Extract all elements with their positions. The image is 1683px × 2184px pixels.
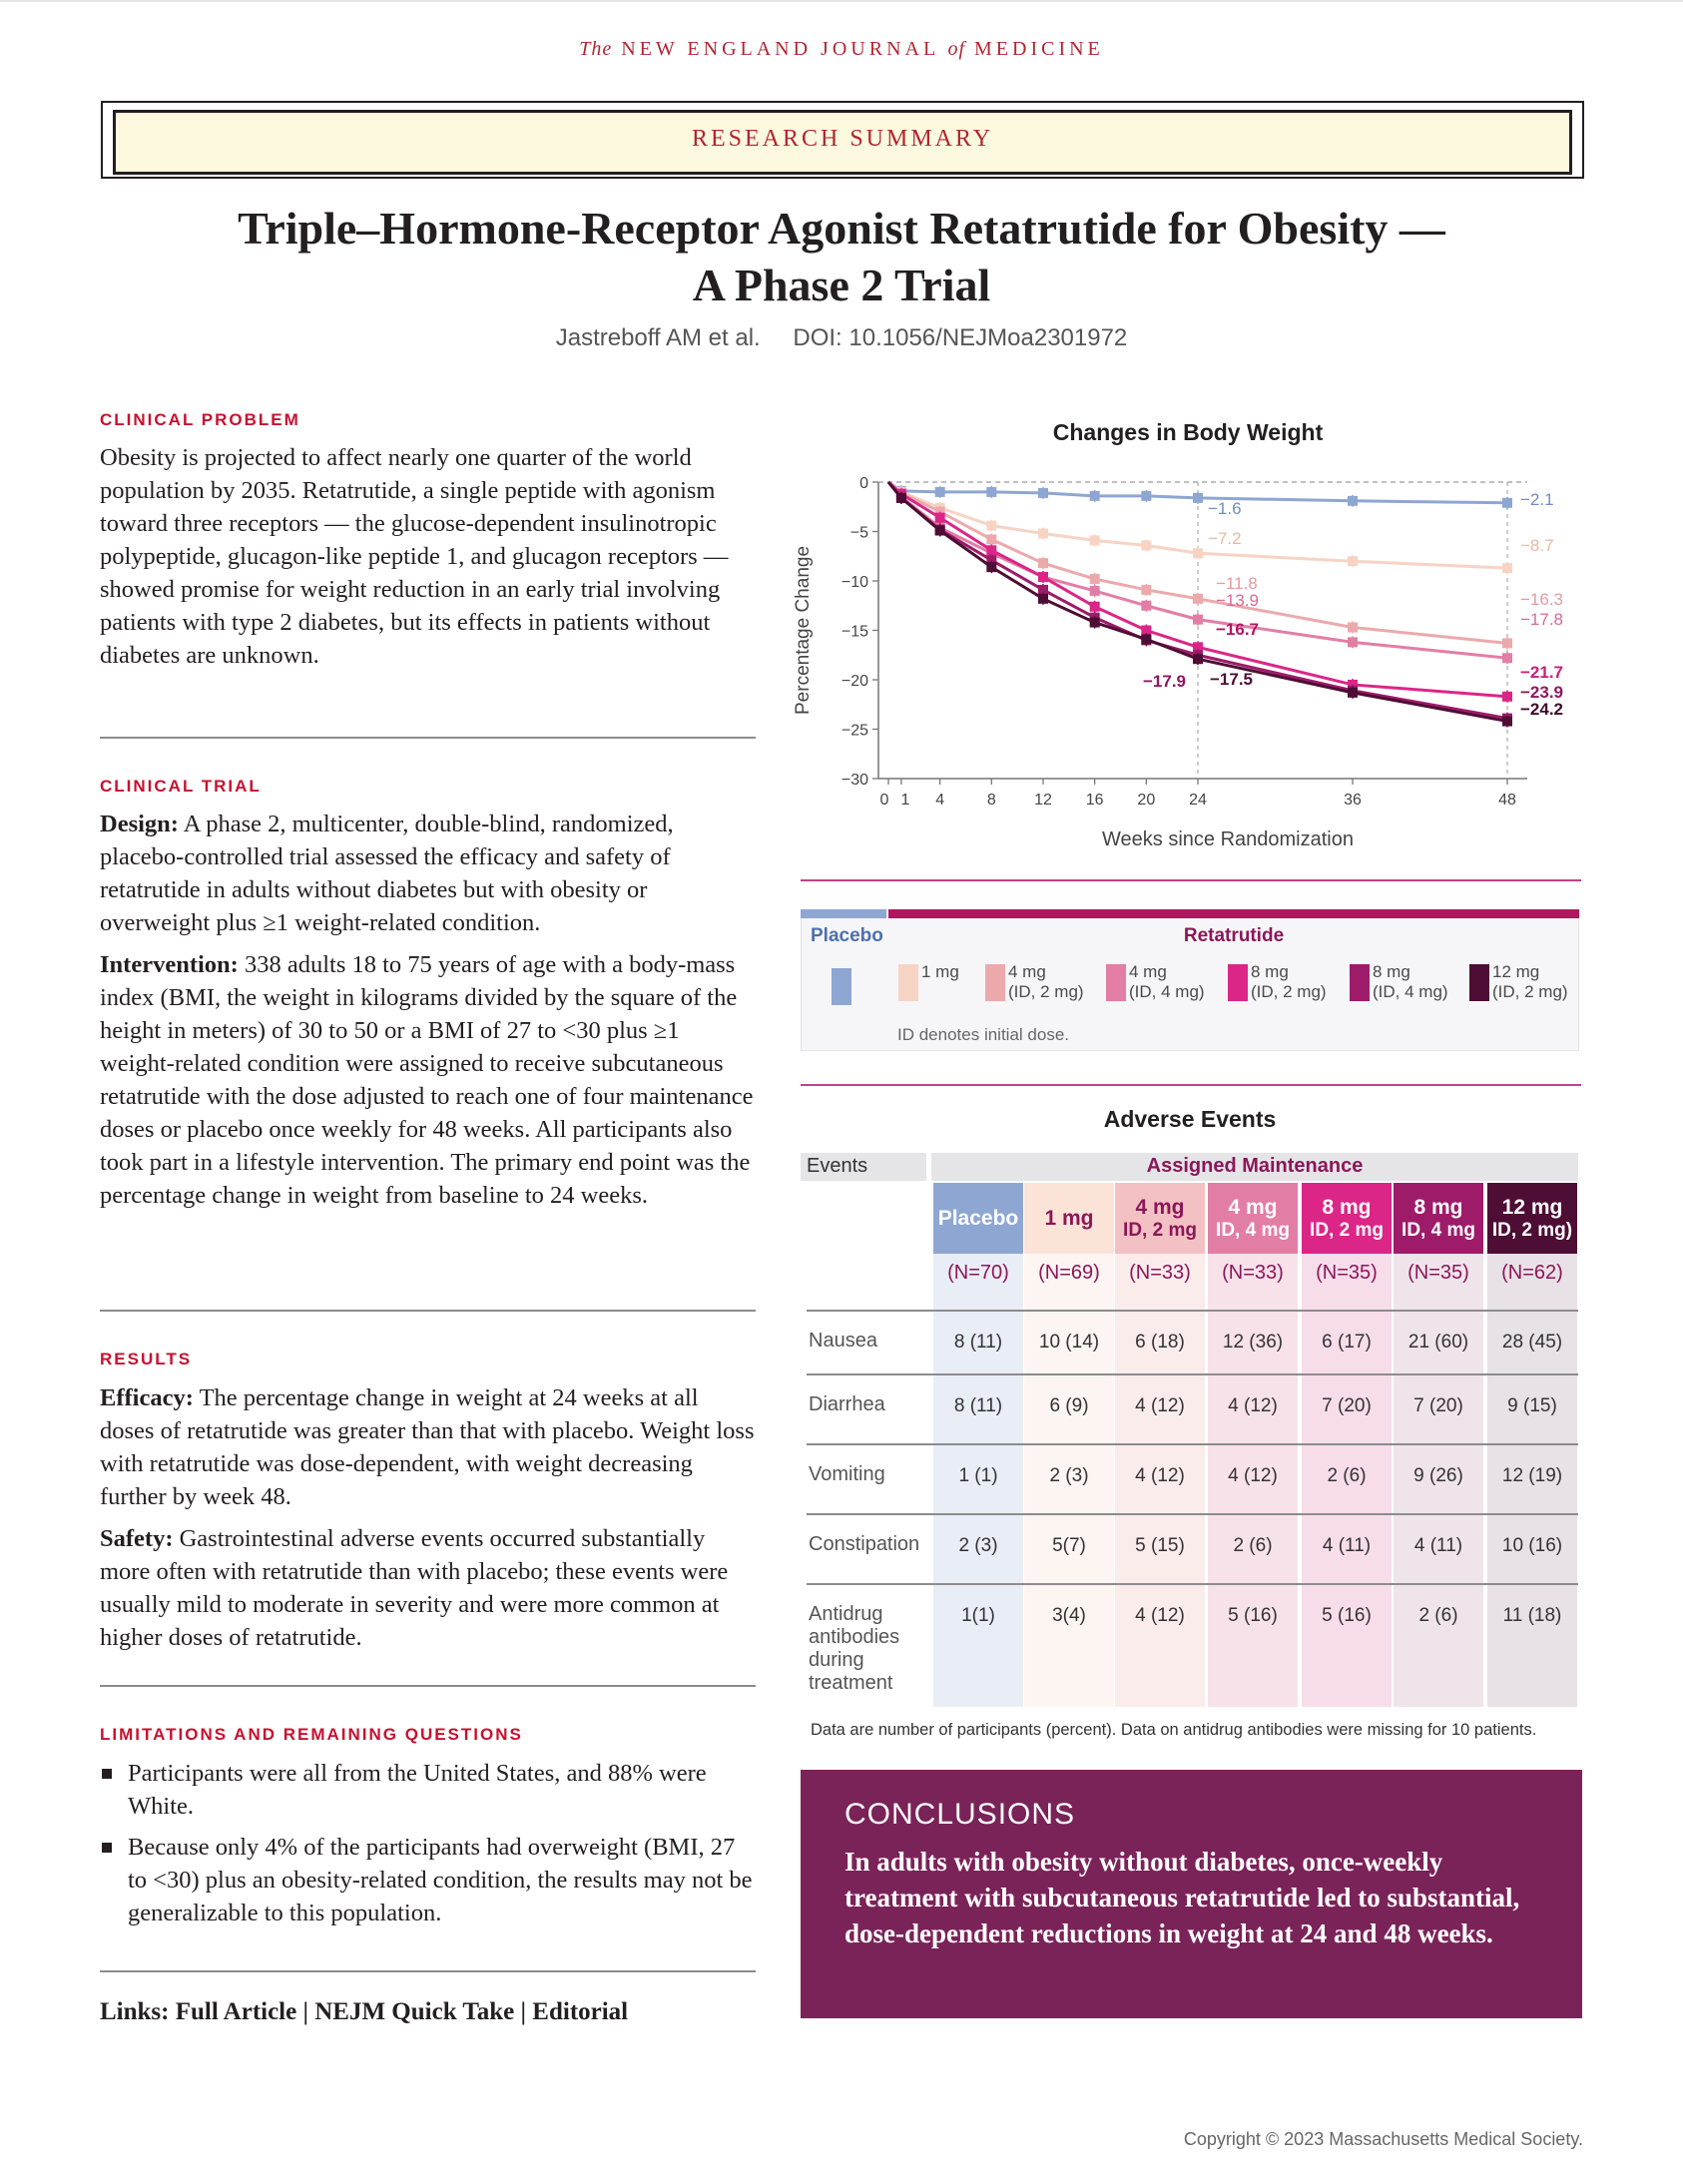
column-n: (N=35) — [1407, 1262, 1469, 1284]
authors: Jastreboff AM et al. — [555, 324, 761, 351]
table-cell: 8 (11) — [953, 1395, 1003, 1416]
table-cell: 2 (3) — [958, 1535, 998, 1556]
legend-dose: 8 mg — [1373, 962, 1410, 981]
table-cell: 2 (6) — [1418, 1605, 1458, 1626]
design-text: A phase 2, multicenter, double-blind, randomized, placebo-controlled trial assessed the efficacy and safety of retatrutide in adults without diabetes but with obesity or overweight plus ≥1 weight-related condition. — [100, 811, 674, 936]
data-point — [1038, 488, 1048, 498]
clinical-trial-heading: CLINICAL TRIAL — [100, 777, 262, 796]
table-cell: 1 (1) — [958, 1465, 998, 1486]
column-n: (N=69) — [1038, 1262, 1100, 1284]
table-cell: 2 (6) — [1327, 1465, 1367, 1486]
column-dose: 1 mg — [1044, 1207, 1094, 1230]
column-initial-dose: ID, 4 mg — [1216, 1219, 1290, 1241]
data-point — [1502, 638, 1512, 648]
journal-masthead — [0, 38, 1683, 61]
data-point — [935, 513, 945, 523]
x-tick-label: 20 — [1137, 792, 1156, 809]
data-point — [986, 521, 996, 531]
y-tick-label: −5 — [849, 524, 868, 542]
column-dose: 4 mg — [1135, 1195, 1185, 1219]
data-point — [986, 534, 996, 544]
divider — [100, 1685, 756, 1687]
divider — [801, 879, 1581, 881]
design-label: Design: — [100, 811, 179, 837]
legend-entry-label — [1129, 962, 1205, 1002]
y-axis-label: Percentage Change — [793, 545, 814, 716]
table-cell: 10 (14) — [1038, 1332, 1100, 1353]
table-cell: 9 (15) — [1507, 1395, 1557, 1416]
data-point — [1038, 594, 1048, 604]
data-label-week24: −13.9 — [1216, 591, 1260, 610]
y-tick-label: 0 — [859, 475, 868, 492]
legend-initial-dose: (ID, 4 mg) — [1373, 982, 1448, 1001]
assigned-maintenance-header: Assigned Maintenance — [931, 1153, 1578, 1181]
x-tick-label: 8 — [986, 792, 996, 809]
data-point — [1141, 585, 1151, 595]
data-label-week24: −16.7 — [1216, 620, 1260, 639]
table-cell: 4 (12) — [1135, 1395, 1185, 1416]
divider — [801, 1084, 1581, 1086]
data-label-week48: −17.8 — [1520, 610, 1564, 629]
x-tick-label: 4 — [935, 792, 945, 809]
safety-label: Safety: — [100, 1525, 174, 1552]
legend-initial-dose: (ID, 2 mg) — [1008, 982, 1084, 1001]
data-point — [1193, 615, 1203, 625]
column-initial-dose: ID, 2 mg — [1310, 1219, 1384, 1241]
intervention-paragraph — [100, 948, 759, 1212]
series-3 — [888, 482, 1512, 664]
masthead-of: of — [947, 38, 965, 60]
masthead-medicine: MEDICINE — [974, 38, 1104, 60]
table-cell: 4 (11) — [1413, 1535, 1463, 1556]
legend-entry-label — [1251, 962, 1327, 1002]
legend-swatch-placebo — [832, 968, 851, 1005]
data-point — [1141, 540, 1151, 550]
design-paragraph — [100, 808, 759, 939]
data-label-week48: −8.7 — [1520, 536, 1554, 555]
top-border — [0, 0, 1683, 2]
table-cell: 12 (19) — [1501, 1465, 1563, 1486]
efficacy-text: The percentage change in weight at 24 weeks at all doses of retatrutide was greater than that with placebo. Weight loss with retatrutide was dose-dependent, with weight decreasing further by week 48. — [100, 1384, 755, 1510]
legend-swatch — [1350, 964, 1370, 1001]
legend-initial-dose: (ID, 2 mg) — [1492, 982, 1568, 1001]
x-tick-label: 0 — [879, 792, 889, 809]
x-tick-label: 36 — [1344, 792, 1362, 809]
legend-swatch — [1228, 964, 1248, 1001]
byline — [100, 324, 1583, 352]
divider — [100, 1310, 756, 1312]
series-0 — [888, 482, 1512, 509]
doi-link[interactable]: DOI: 10.1056/NEJMoa2301972 — [793, 324, 1128, 351]
x-tick-label: 12 — [1034, 792, 1052, 809]
column-n: (N=62) — [1501, 1262, 1563, 1284]
data-label-week48: −2.1 — [1520, 490, 1554, 509]
efficacy-paragraph — [100, 1381, 759, 1513]
table-cell: 5 (16) — [1322, 1605, 1372, 1626]
column-n: (N=70) — [947, 1262, 1009, 1284]
data-point — [1141, 601, 1151, 611]
data-point — [1348, 496, 1358, 506]
row-divider — [807, 1373, 1578, 1375]
title-line-1: Triple–Hormone-Receptor Agonist Retatrutide for Obesity — — [238, 203, 1445, 254]
table-cell: 28 (45) — [1501, 1332, 1563, 1353]
data-point — [1141, 491, 1151, 501]
column-header — [1302, 1183, 1392, 1254]
legend-placebo-bar — [801, 909, 886, 918]
clinical-problem-paragraph: Obesity is projected to affect nearly one quarter of the world population by 2035. Retatrutide, a single peptide with agonism toward three receptors — the glucose-dependent insulinotropic polypeptide, glucagon-like peptide 1, and glucagon receptors — showed promise for weight reduction in an early trial involving patients with type 2 diabetes, but its effects in patients without diabetes are unknown. — [100, 444, 729, 669]
row-divider — [807, 1513, 1578, 1515]
data-point — [1090, 491, 1100, 501]
data-label-week48: −21.7 — [1520, 663, 1564, 682]
data-point — [1348, 623, 1358, 633]
x-axis-label: Weeks since Randomization — [1102, 828, 1354, 850]
table-footnote: Data are number of participants (percent). Data on antidrug antibodies were missing for 10 patients. — [811, 1721, 1537, 1739]
x-tick-label: 1 — [900, 792, 910, 809]
legend-retatrutide-label: Retatrutide — [1183, 925, 1285, 946]
conclusions-text: In adults with obesity without diabetes, once-weekly treatment with subcutaneous retatrutide led to substantial, dose-dependent reductions in weight at 24 and 48 weeks. — [844, 1847, 1520, 1948]
data-label-week24: −17.5 — [1210, 670, 1254, 689]
limitations-list — [100, 1757, 759, 1929]
table-cell: 6 (9) — [1049, 1395, 1089, 1416]
column-initial-dose: ID, 2 mg — [1123, 1219, 1197, 1241]
x-tick-label: 16 — [1085, 792, 1104, 809]
row-label: Diarrhea — [809, 1393, 885, 1415]
data-label-week48: −24.2 — [1520, 700, 1564, 719]
divider — [100, 1970, 756, 1972]
legend-dose: 4 mg — [1129, 962, 1167, 981]
table-cell: 12 (36) — [1222, 1332, 1284, 1353]
data-point — [1348, 556, 1358, 566]
weight-change-chart — [789, 454, 1587, 863]
data-point — [1193, 594, 1203, 604]
y-tick-label: −25 — [841, 722, 868, 740]
data-label-week24: −17.9 — [1142, 672, 1186, 691]
limitation-item: Participants were all from the United States, and 88% were White. — [100, 1757, 759, 1823]
table-cell: 5 (15) — [1135, 1535, 1185, 1556]
column-header — [1208, 1183, 1298, 1254]
data-point — [1193, 654, 1203, 664]
legend-entry-label — [921, 962, 959, 982]
data-point — [1193, 493, 1203, 503]
masthead-name: NEW ENGLAND JOURNAL — [621, 38, 939, 60]
table-cell: 4 (12) — [1228, 1395, 1278, 1416]
column-initial-dose: ID, 4 mg — [1402, 1219, 1475, 1241]
legend-entry-label — [1373, 962, 1448, 1002]
conclusions-heading: CONCLUSIONS — [844, 1798, 1076, 1831]
data-point — [1090, 574, 1100, 584]
table-cell: 21 (60) — [1407, 1332, 1469, 1353]
copyright: Copyright © 2023 Massachusetts Medical Society. — [1183, 2129, 1583, 2149]
masthead-the: The — [579, 38, 613, 60]
legend-dose: 1 mg — [921, 962, 959, 981]
legend-entry-label — [1492, 962, 1568, 1002]
intervention-label: Intervention: — [100, 951, 239, 978]
data-label-week48: −23.9 — [1520, 683, 1564, 702]
column-n: (N=33) — [1129, 1262, 1191, 1284]
page-title — [100, 200, 1583, 313]
data-point — [1090, 618, 1100, 628]
column-dose: 8 mg — [1413, 1195, 1463, 1219]
data-point — [1502, 653, 1512, 663]
legend-swatch — [1106, 964, 1126, 1001]
data-point — [1502, 692, 1512, 702]
safety-paragraph — [100, 1522, 759, 1654]
data-point — [935, 487, 945, 497]
legend-initial-dose: (ID, 2 mg) — [1251, 982, 1327, 1001]
data-point — [1348, 688, 1358, 698]
data-point — [1038, 528, 1048, 538]
table-cell: 2 (3) — [1049, 1465, 1089, 1486]
column-header — [1024, 1183, 1114, 1254]
row-divider — [807, 1443, 1578, 1445]
table-cell: 4 (12) — [1135, 1605, 1185, 1626]
x-tick-label: 48 — [1498, 792, 1516, 809]
clinical-problem-heading: CLINICAL PROBLEM — [100, 410, 300, 429]
table-cell: 5 (16) — [1228, 1605, 1278, 1626]
series-4 — [888, 482, 1512, 703]
chart-title: Changes in Body Weight — [1052, 419, 1324, 445]
column-n: (N=33) — [1222, 1262, 1284, 1284]
data-label-week24: −11.8 — [1216, 574, 1258, 593]
table-cell: 6 (17) — [1322, 1332, 1372, 1353]
article-links[interactable]: Links: Full Article | NEJM Quick Take | Editorial — [100, 1998, 629, 2025]
data-point — [1090, 586, 1100, 596]
data-point — [1502, 498, 1512, 508]
table-cell: 10 (16) — [1501, 1535, 1563, 1556]
table-cell: 1(1) — [961, 1605, 995, 1626]
clinical-trial-text — [100, 808, 759, 1221]
data-point — [1141, 634, 1151, 644]
safety-text: Gastrointestinal adverse events occurred substantially more often with retatrutide than with placebo; these events were usually mild to moderate in severity and were more common at higher doses of retatrutide. — [100, 1525, 729, 1651]
legend-dose: 4 mg — [1008, 962, 1046, 981]
table-cell: 4 (12) — [1135, 1465, 1185, 1486]
data-point — [896, 493, 906, 503]
row-label: Nausea — [809, 1330, 877, 1352]
results-text — [100, 1381, 759, 1663]
adverse-events-title: Adverse Events — [1103, 1106, 1277, 1132]
y-tick-label: −20 — [841, 673, 868, 690]
column-header — [1487, 1183, 1577, 1254]
table-cell: 11 (18) — [1502, 1605, 1562, 1626]
legend-initial-dose: (ID, 4 mg) — [1129, 982, 1205, 1001]
legend-note: ID denotes initial dose. — [897, 1025, 1069, 1044]
table-cell: 4 (11) — [1322, 1535, 1372, 1556]
table-cell: 7 (20) — [1413, 1395, 1463, 1416]
data-label-week24: −1.6 — [1208, 499, 1242, 518]
data-point — [1348, 637, 1358, 647]
table-cell: 2 (6) — [1233, 1535, 1273, 1556]
row-label: Constipation — [809, 1533, 920, 1555]
data-point — [986, 487, 996, 497]
results-heading: RESULTS — [100, 1350, 193, 1368]
y-tick-label: −15 — [841, 623, 868, 641]
events-header: Events — [801, 1153, 926, 1181]
column-header — [1394, 1183, 1483, 1254]
banner-label: RESEARCH SUMMARY — [691, 126, 994, 152]
column-dose: 4 mg — [1228, 1195, 1278, 1219]
data-point — [1502, 563, 1512, 573]
legend-swatch — [985, 964, 1005, 1001]
table-cell: 4 (12) — [1228, 1465, 1278, 1486]
data-point — [1090, 602, 1100, 612]
row-label: Vomiting — [809, 1463, 885, 1485]
intervention-text: 338 adults 18 to 75 years of age with a body-mass index (BMI, the weight in kilograms divided by the square of the height in meters) of 30 to 50 or a BMI of 27 to <30 plus ≥1 weight-related condition were assigned to receive subcutaneous retatrutide with the dose adjusted to reach one of four maintenance doses or placebo once weekly for 48 weeks. All participants also took part in a lifestyle intervention. The primary end point was the percentage change in weight from baseline to 24 weeks. — [100, 951, 754, 1209]
efficacy-label: Efficacy: — [100, 1384, 194, 1411]
column-dose: 8 mg — [1322, 1195, 1372, 1219]
data-point — [935, 526, 945, 536]
column-header — [933, 1183, 1023, 1254]
column-header — [1115, 1183, 1205, 1254]
x-tick-label: 24 — [1189, 792, 1207, 809]
data-point — [1502, 717, 1512, 727]
table-cell: 8 (11) — [953, 1332, 1003, 1353]
y-tick-label: −10 — [841, 574, 868, 591]
data-point — [986, 562, 996, 572]
legend-dose: 8 mg — [1251, 962, 1289, 981]
data-point — [1090, 535, 1100, 545]
legend-retatrutide-bar — [888, 909, 1579, 918]
data-point — [1038, 558, 1048, 568]
row-divider — [807, 1583, 1578, 1585]
table-cell: 5(7) — [1052, 1535, 1086, 1556]
column-n: (N=35) — [1316, 1262, 1378, 1284]
clinical-problem-text — [100, 441, 759, 681]
limitations-heading: LIMITATIONS AND REMAINING QUESTIONS — [100, 1725, 523, 1744]
data-point — [1193, 548, 1203, 558]
limitation-item: Because only 4% of the participants had overweight (BMI, 27 to <30) plus an obesity-related condition, the results may not be generalizable to this population. — [100, 1831, 759, 1929]
data-label-week48: −16.3 — [1520, 590, 1564, 609]
data-point — [1038, 572, 1048, 582]
column-dose: Placebo — [937, 1207, 1019, 1230]
table-cell: 6 (18) — [1135, 1332, 1185, 1353]
y-tick-label: −30 — [841, 772, 868, 789]
row-label: Antidrug antibodies during treatment — [809, 1603, 900, 1694]
column-dose: 12 mg — [1501, 1195, 1563, 1219]
legend-swatch — [1469, 964, 1489, 1001]
legend-placebo-label: Placebo — [811, 925, 883, 946]
legend-entry-label — [1008, 962, 1084, 1002]
legend-swatch — [898, 964, 918, 1001]
table-cell: 7 (20) — [1322, 1395, 1372, 1416]
table-cell: 9 (26) — [1413, 1465, 1463, 1486]
title-line-2: A Phase 2 Trial — [692, 260, 991, 310]
row-divider — [807, 1310, 1578, 1312]
data-point — [986, 545, 996, 555]
column-initial-dose: ID, 2 mg) — [1491, 1219, 1573, 1241]
limitations-text — [100, 1757, 759, 1937]
table-cell: 3(4) — [1052, 1605, 1086, 1626]
divider — [100, 737, 756, 739]
data-label-week24: −7.2 — [1208, 529, 1242, 548]
legend-dose: 12 mg — [1492, 962, 1540, 981]
